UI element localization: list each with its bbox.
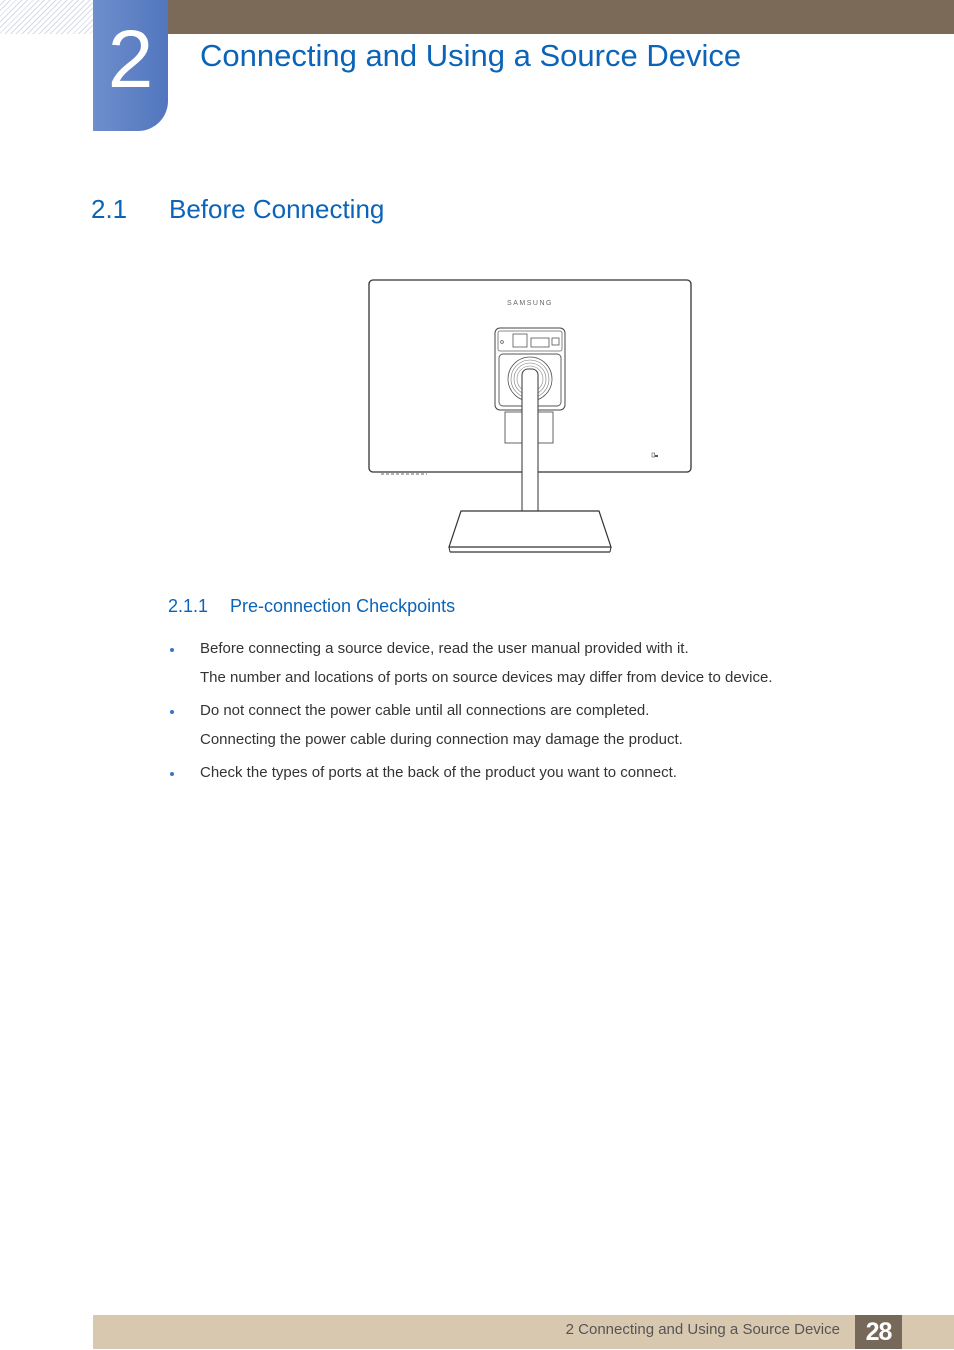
port-connector: [531, 338, 549, 347]
list-item: [168, 638, 888, 689]
list-item-note: The number and locations of ports on source devices may differ from device to device.: [200, 669, 773, 686]
bullet-icon: [170, 772, 174, 776]
kensington-slot: [655, 455, 658, 457]
section-heading: [91, 191, 384, 227]
port-connector: [513, 334, 527, 347]
decorative-hatch: [0, 0, 93, 34]
list-item: [168, 700, 888, 751]
list-item-text: Before connecting a source device, read the user manual provided with it.: [200, 640, 689, 657]
monitor-back-svg: [365, 275, 695, 559]
section-number: 2.1: [91, 194, 128, 224]
list-item-note: Connecting the power cable during connection may damage the product.: [200, 731, 683, 748]
list-item: [168, 762, 888, 784]
bullet-icon: [170, 710, 174, 714]
chapter-title: Connecting and Using a Source Device: [200, 38, 742, 73]
brand-text: SAMSUNG: [507, 300, 553, 307]
port-connector: [552, 338, 559, 345]
subsection-title: Pre-connection Checkpoints: [230, 596, 456, 616]
page-number: 28: [865, 1318, 892, 1346]
subsection-number: 2.1.1: [168, 596, 209, 616]
header-bar: [168, 0, 954, 34]
list-item-text: Check the types of ports at the back of the product you want to connect.: [200, 764, 677, 781]
checkpoint-list: [168, 638, 888, 795]
section-title: Before Connecting: [169, 194, 385, 224]
list-item-text: Do not connect the power cable until all connections are completed.: [200, 702, 650, 719]
chapter-number: 2: [107, 14, 154, 105]
bullet-icon: [170, 648, 174, 652]
stand-base: [449, 511, 611, 547]
footer-chapter-label: 2 Connecting and Using a Source Device: [565, 1321, 840, 1338]
monitor-back-illustration: [365, 275, 695, 559]
subsection-heading: [168, 594, 455, 618]
